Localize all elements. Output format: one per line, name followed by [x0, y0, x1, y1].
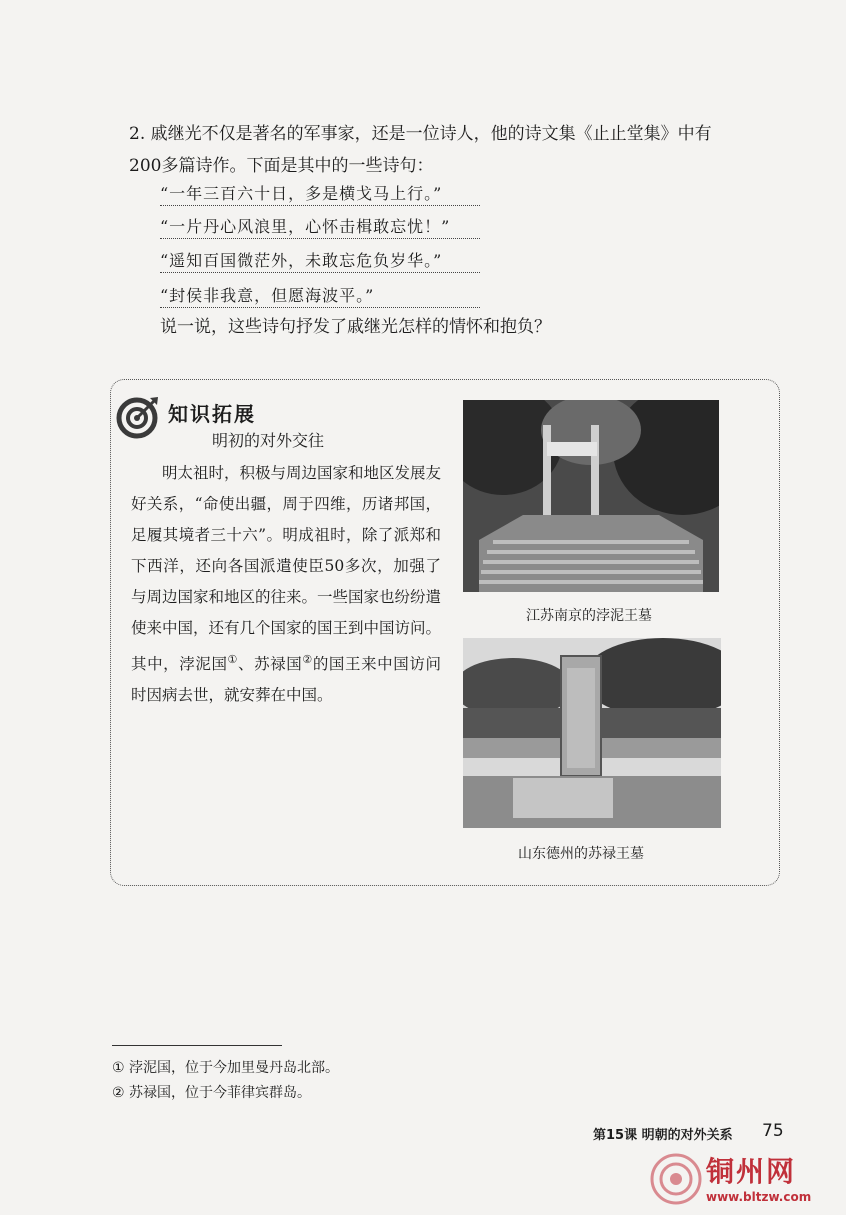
- photo-caption-1: 江苏南京的浡泥王墓: [526, 608, 652, 624]
- poem-line-3: “遥知百国微茫外，未敢忘危负岁华。”: [160, 248, 480, 273]
- photo-boni-tomb: [463, 400, 719, 592]
- footnote-2: ② 苏禄国，位于今菲律宾群岛。: [112, 1085, 312, 1101]
- photo-caption-2: 山东德州的苏禄王墓: [518, 846, 644, 862]
- watermark-url: www.bltzw.com: [706, 1190, 812, 1204]
- footnote-divider: [112, 1045, 282, 1046]
- question-line-2: 200多篇诗作。下面是其中的一些诗句：: [129, 156, 434, 176]
- footnote-1: ① 浡泥国，位于今加里曼丹岛北部。: [112, 1060, 340, 1076]
- poem-line-2: “一片丹心风浪里，心怀击楫敢忘忧！”: [160, 214, 480, 239]
- knowledge-body: [131, 458, 441, 711]
- target-icon: [116, 395, 160, 439]
- discussion-prompt: 说一说，这些诗句抒发了戚继光怎样的情怀和抱负？: [160, 317, 551, 337]
- knowledge-title: 知识拓展: [168, 402, 256, 426]
- poem-line-4: “封侯非我意，但愿海波平。”: [160, 283, 480, 308]
- footnote-ref-1: ①: [227, 653, 238, 666]
- body-text-2: 、苏禄国: [238, 655, 303, 674]
- poem-line-1: “一年三百六十日，多是横戈马上行。”: [160, 181, 480, 206]
- photo-sulu-tomb: [463, 638, 721, 828]
- watermark-name: 铜州网: [706, 1155, 797, 1188]
- body-text-1: 明太祖时，积极与周边国家和地区发展友好关系，“命使出疆，周于四维，历诸邦国，足履其境者三十六”。明成祖时，除了派郑和下西洋，还向各国派遣使臣50多次，加强了与周边国家和地区的往来。一些国家也纷纷遣使来中国，还有几个国家的国王到中国访问。其中，浡泥国: [131, 464, 442, 674]
- body-text-3: 的国王来中国访问时因病去世，就安葬在中国。: [131, 655, 441, 705]
- page-number: 75: [762, 1121, 784, 1141]
- knowledge-subtitle: 明初的对外交往: [212, 431, 325, 450]
- lesson-footer: 第15课 明朝的对外关系: [593, 1128, 733, 1143]
- question-2: [129, 118, 769, 182]
- footnote-ref-2: ②: [302, 653, 313, 666]
- question-line-1: 2. 戚继光不仅是著名的军事家，还是一位诗人，他的诗文集《止止堂集》中有: [129, 124, 712, 144]
